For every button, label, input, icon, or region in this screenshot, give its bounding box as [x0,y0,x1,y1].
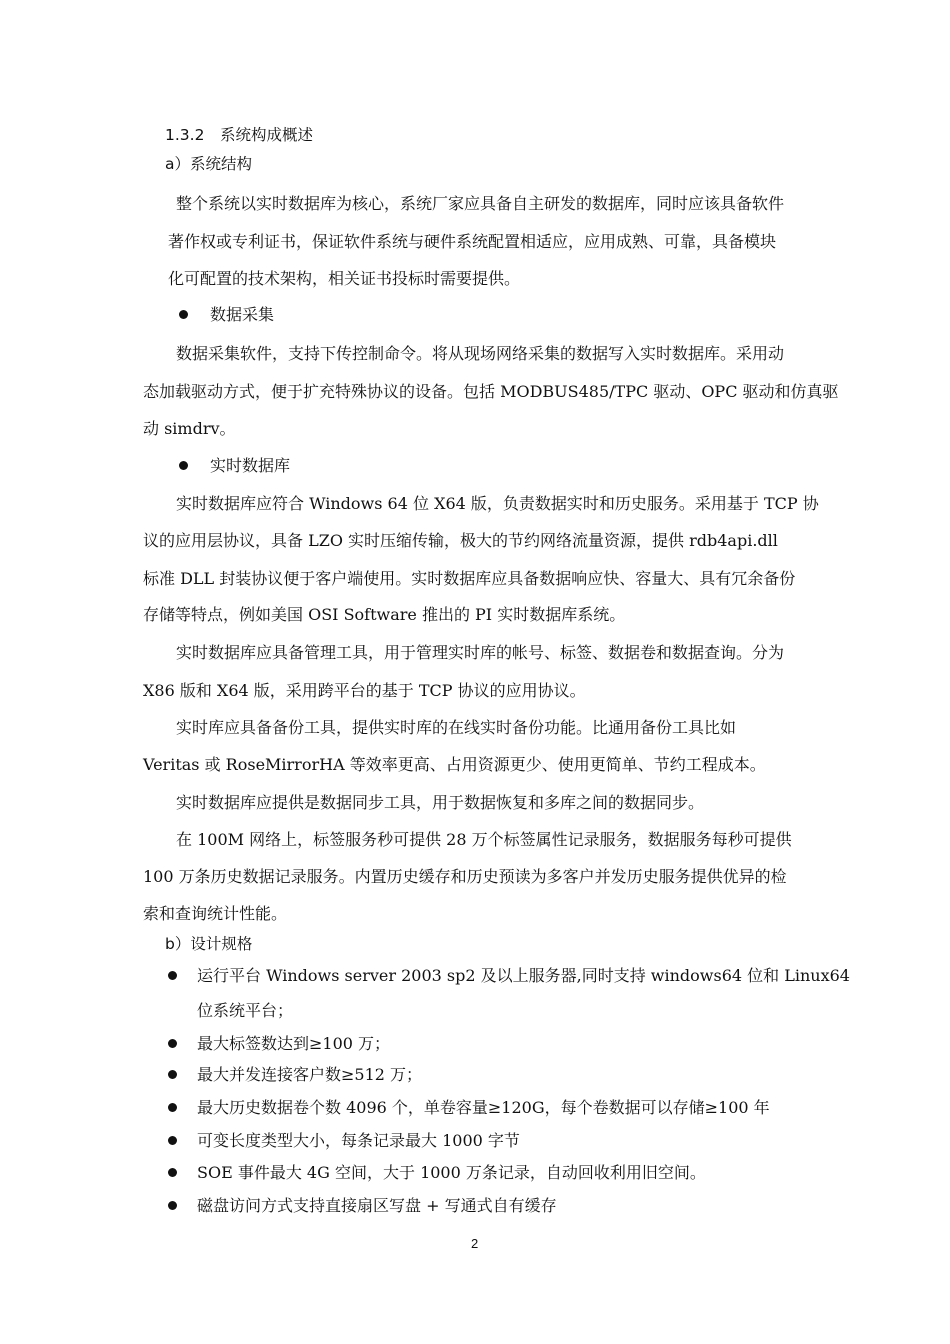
spec-item-3: 最大并发连接客户数≥512 万； [197,1065,423,1084]
subsection-b-heading: b）设计规格 [165,935,253,953]
page-number: 2 [471,1236,479,1251]
spec-item-7: 磁盘访问方式支持直接扇区写盘 + 写通式自有缓存 [197,1196,557,1215]
bullet-dot [168,1070,177,1079]
intro-line-2: 著作权或专利证书，保证软件系统与硬件系统配置相适应，应用成熟、可靠，具备模块 [168,232,777,251]
section-heading: 1.3.2 系统构成概述 [165,126,313,144]
bullet-data-acquisition: 数据采集 [210,305,275,324]
spec-item-4: 最大历史数据卷个数 4096 个，单卷容量≥120G，每个卷数据可以存储≥100 年 [197,1098,770,1117]
rtdb1-line-2: 议的应用层协议，具备 LZO 实时压缩传输，极大的节约网络流量资源，提供 rdb4api.dll [143,531,778,550]
acq-line-3: 动 simdrv。 [143,419,236,438]
acq-line-2: 态加载驱动方式，便于扩充特殊协议的设备。包括 MODBUS485/TPC 驱动、OPC 驱动和仿真驱 [143,382,839,401]
subsection-a-heading: a）系统结构 [165,155,252,173]
spec-item-6: SOE 事件最大 4G 空间，大于 1000 万条记录，自动回收利用旧空间。 [197,1163,706,1182]
rtdb3-line-2: Veritas 或 RoseMirrorHA 等效率更高、占用资源更少、使用更简单、节约工程成本。 [143,755,766,774]
rtdb1-line-3: 标准 DLL 封装协议便于客户端使用。实时数据库应具备数据响应快、容量大、具有冗余备份 [143,569,796,588]
bullet-dot [179,461,188,470]
rtdb1-line-4: 存储等特点，例如美国 OSI Software 推出的 PI 实时数据库系统。 [143,605,626,624]
rtdb4-line-1: 实时数据库应提供是数据同步工具，用于数据恢复和多库之间的数据同步。 [176,793,705,812]
bullet-dot [168,1168,177,1177]
rtdb5-line-2: 100 万条历史数据记录服务。内置历史缓存和历史预读为多客户并发历史服务提供优异的检 [143,867,787,886]
spec-item-5: 可变长度类型大小，每条记录最大 1000 字节 [197,1131,520,1150]
spec-item-2: 最大标签数达到≥100 万； [197,1034,391,1053]
bullet-realtime-db: 实时数据库 [210,456,291,475]
bullet-dot [168,1039,177,1048]
bullet-dot [168,1201,177,1210]
rtdb3-line-1: 实时库应具备备份工具，提供实时库的在线实时备份功能。比通用备份工具比如 [176,718,737,737]
spec-item-1-cont: 位系统平台； [197,1001,294,1020]
bullet-dot [168,1136,177,1145]
spec-item-1: 运行平台 Windows server 2003 sp2 及以上服务器,同时支持 windows64 位和 Linux64 [197,966,850,985]
rtdb2-line-1: 实时数据库应具备管理工具，用于管理实时库的帐号、标签、数据卷和数据查询。分为 [176,643,785,662]
rtdb5-line-3: 索和查询统计性能。 [143,904,288,923]
bullet-dot [168,971,177,980]
bullet-dot [179,310,188,319]
rtdb5-line-1: 在 100M 网络上，标签服务秒可提供 28 万个标签属性记录服务，数据服务每秒可提供 [176,830,792,849]
rtdb2-line-2: X86 版和 X64 版，采用跨平台的基于 TCP 协议的应用协议。 [143,681,586,700]
bullet-dot [168,1103,177,1112]
intro-line-1: 整个系统以实时数据库为核心，系统厂家应具备自主研发的数据库，同时应该具备软件 [176,194,785,213]
acq-line-1: 数据采集软件，支持下传控制命令。将从现场网络采集的数据写入实时数据库。采用动 [176,344,785,363]
intro-line-3: 化可配置的技术架构，相关证书投标时需要提供。 [168,269,521,288]
rtdb1-line-1: 实时数据库应符合 Windows 64 位 X64 版，负责数据实时和历史服务。采用基于 TCP 协 [176,494,819,513]
